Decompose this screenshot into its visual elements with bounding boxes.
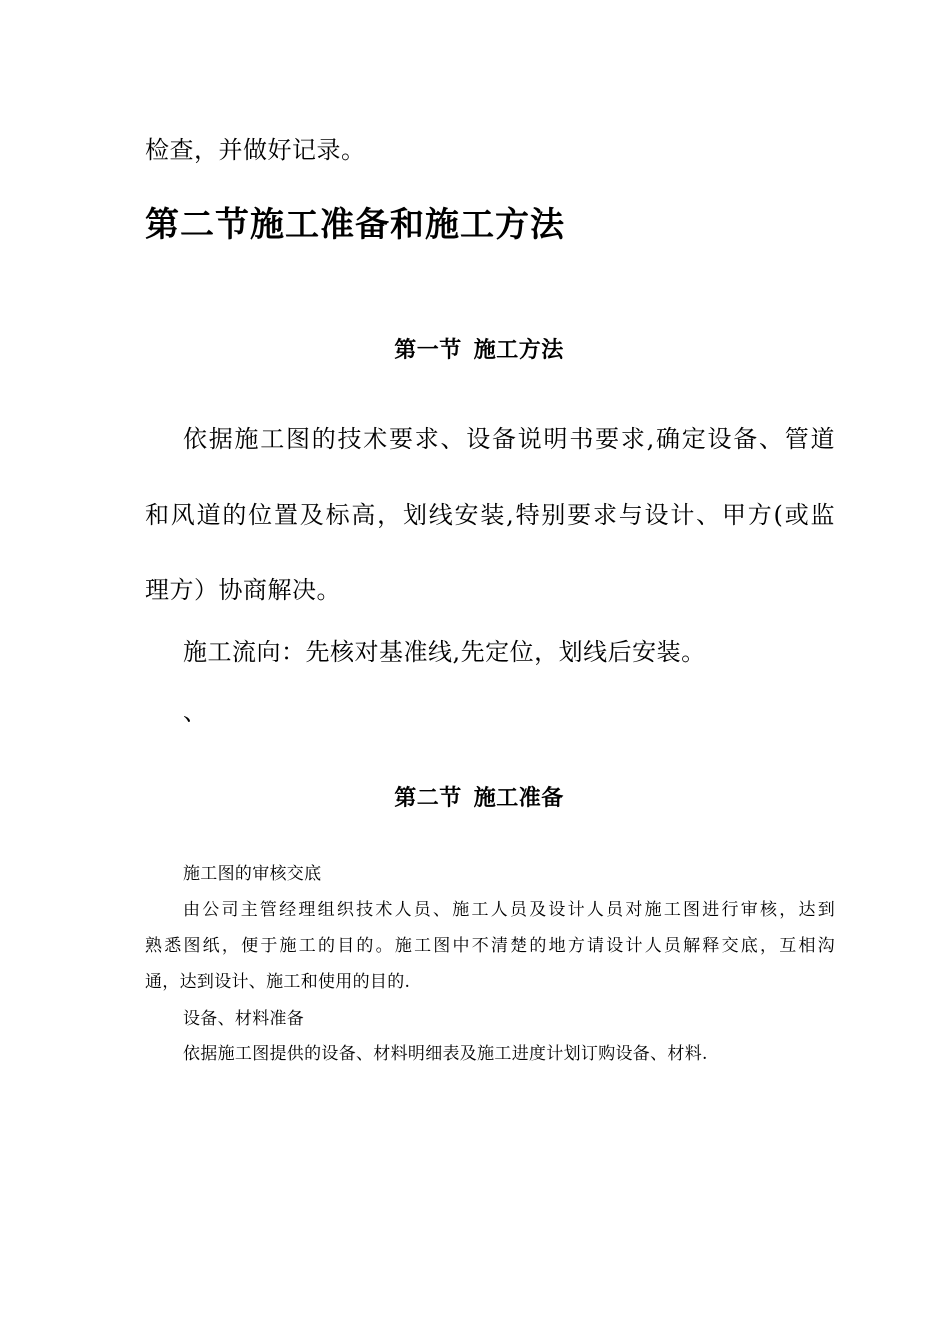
- chapter-heading: 第二节施工准备和施工方法: [145, 205, 565, 245]
- stray-mark: 、: [183, 698, 208, 726]
- section-number: 第二节: [394, 786, 462, 811]
- section-heading-methods: [0, 340, 950, 362]
- section-title: 施工准备: [473, 786, 564, 811]
- section-number: 第一节: [394, 338, 462, 363]
- paragraph-line: 和风道的位置及标高，划线安装,特别要求与设计、甲方(或监: [145, 501, 835, 529]
- section-heading-preparation: [0, 788, 950, 810]
- flow-paragraph: 施工流向：先核对基准线,先定位，划线后安装。: [183, 638, 706, 666]
- item-line: 由公司主管经理组织技术人员、施工人员及设计人员对施工图进行审核，达到: [183, 900, 835, 920]
- paragraph-line: 理方）协商解决。: [145, 576, 341, 604]
- section-title: 施工方法: [473, 338, 564, 363]
- item-line: 依据施工图提供的设备、材料明细表及施工进度计划订购设备、材料.: [183, 1044, 708, 1064]
- item-line: 熟悉图纸，便于施工的目的。施工图中不清楚的地方请设计人员解释交底，互相沟: [145, 936, 835, 956]
- item-line: 通，达到设计、施工和使用的目的.: [145, 972, 411, 992]
- item-title: 设备、材料准备: [183, 1009, 305, 1029]
- carryover-text: 检查，并做好记录。: [145, 136, 366, 164]
- item-title: 施工图的审核交底: [183, 864, 322, 884]
- paragraph-line: 依据施工图的技术要求、设备说明书要求,确定设备、管道: [183, 425, 835, 453]
